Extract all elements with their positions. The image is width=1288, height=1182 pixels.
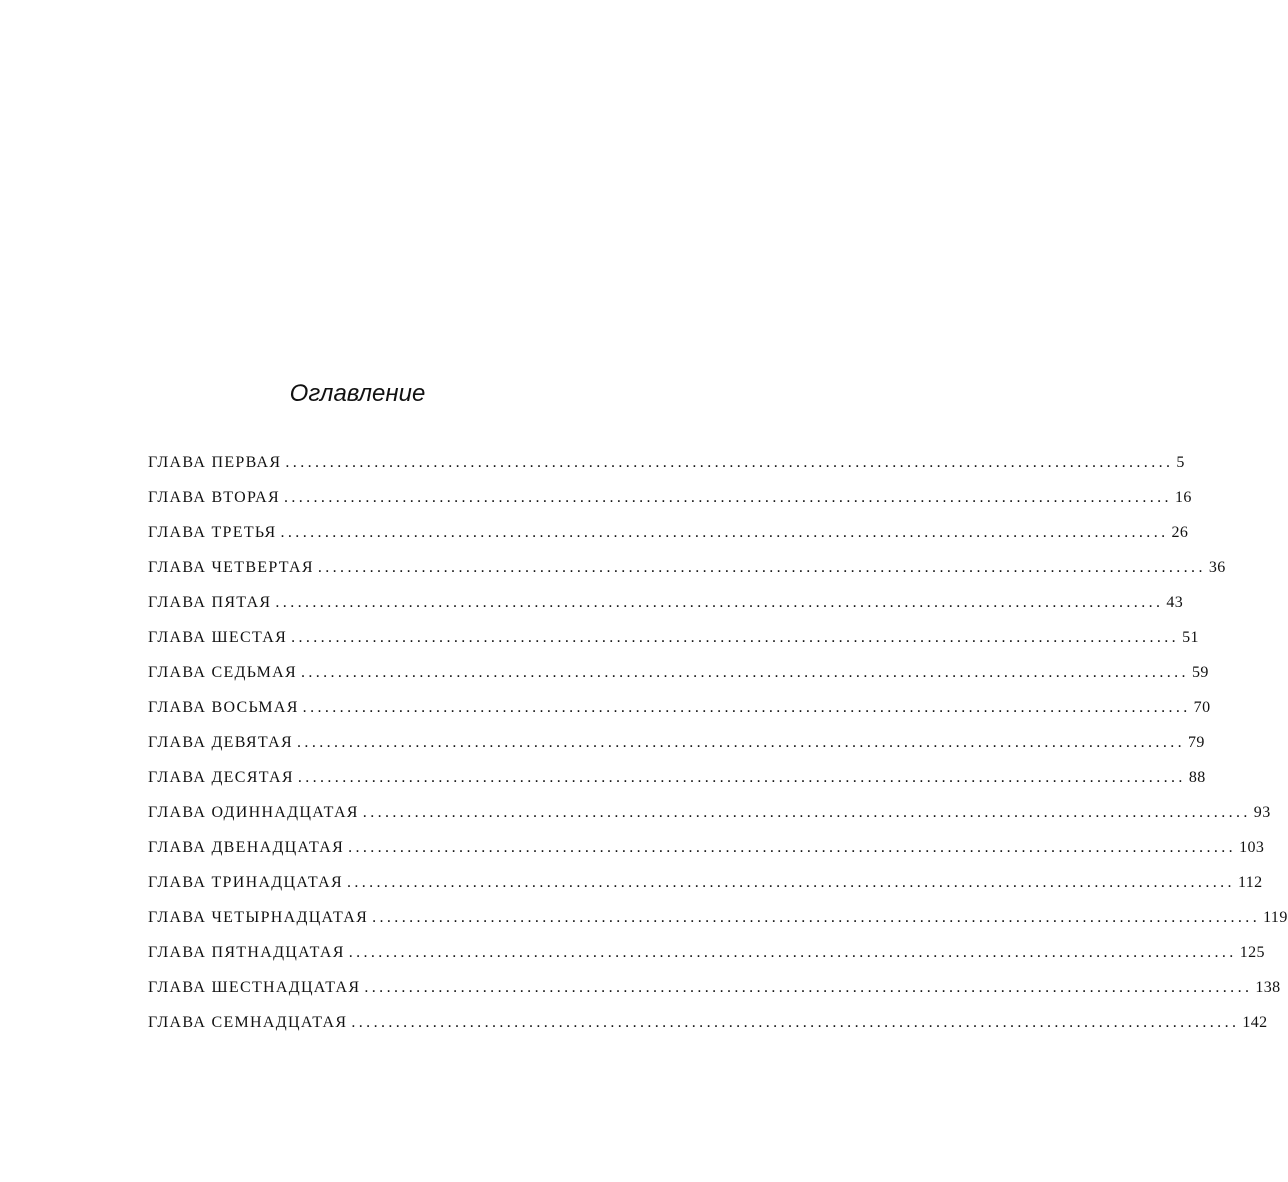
toc-entry-page: 70 bbox=[1193, 699, 1211, 716]
toc-entry-label: ГЛАВА ЧЕТЫРНАДЦАТАЯ bbox=[148, 909, 369, 926]
toc-leader: ........................................................................................................................ bbox=[372, 909, 1261, 926]
toc-leader: ........................................................................................................................ bbox=[300, 664, 1189, 681]
toc-leader: ........................................................................................................................ bbox=[364, 979, 1253, 996]
toc-entry bbox=[148, 904, 1288, 939]
toc-entry bbox=[148, 624, 1199, 659]
toc-entry-page: 16 bbox=[1174, 489, 1192, 506]
toc-entry bbox=[148, 449, 1185, 484]
toc-entry-page: 36 bbox=[1208, 559, 1226, 576]
toc-entry-page: 51 bbox=[1182, 629, 1199, 646]
toc-leader: ........................................................................................................................ bbox=[297, 769, 1186, 786]
toc-entry-page: 79 bbox=[1188, 734, 1205, 751]
toc-entry-page: 26 bbox=[1171, 524, 1189, 541]
toc-leader: ........................................................................................................................ bbox=[348, 839, 1237, 856]
toc-leader: ........................................................................................................................ bbox=[362, 804, 1251, 821]
toc-entry bbox=[148, 589, 1184, 624]
toc-list bbox=[148, 449, 1288, 1044]
toc-entry bbox=[148, 519, 1189, 554]
toc-leader: ........................................................................................................................ bbox=[291, 629, 1180, 646]
toc-entry-label: ГЛАВА ПЯТНАДЦАТАЯ bbox=[148, 944, 345, 961]
toc-entry-page: 103 bbox=[1239, 839, 1265, 856]
toc-leader: ........................................................................................................................ bbox=[302, 699, 1191, 716]
toc-leader: ........................................................................................................................ bbox=[297, 734, 1186, 751]
toc-leader: ........................................................................................................................ bbox=[280, 524, 1169, 541]
toc-entry-page: 59 bbox=[1191, 664, 1209, 681]
toc-entry-page: 138 bbox=[1255, 979, 1281, 996]
toc-leader: ........................................................................................................................ bbox=[317, 559, 1206, 576]
toc-entry bbox=[148, 869, 1263, 904]
toc-entry-label: ГЛАВА ДЕВЯТАЯ bbox=[148, 734, 294, 751]
toc-entry bbox=[148, 1009, 1268, 1044]
toc-entry bbox=[148, 554, 1226, 589]
toc-entry-page: 142 bbox=[1242, 1014, 1268, 1031]
toc-entry-label: ГЛАВА ДВЕНАДЦАТАЯ bbox=[148, 839, 345, 856]
toc-entry-page: 112 bbox=[1237, 874, 1263, 891]
toc-entry-label: ГЛАВА ЧЕТВЕРТАЯ bbox=[148, 559, 314, 576]
toc-entry-label: ГЛАВА ТРИНАДЦАТАЯ bbox=[148, 874, 343, 891]
toc-entry-page: 5 bbox=[1176, 454, 1185, 471]
toc-entry bbox=[148, 834, 1265, 869]
toc-entry-label: ГЛАВА ПЯТАЯ bbox=[148, 594, 272, 611]
toc-entry bbox=[148, 974, 1281, 1009]
toc-entry-label: ГЛАВА ТРЕТЬЯ bbox=[148, 524, 277, 541]
toc-entry-page: 125 bbox=[1239, 944, 1265, 961]
toc-entry bbox=[148, 484, 1192, 519]
toc-entry-label: ГЛАВА СЕДЬМАЯ bbox=[148, 664, 297, 681]
toc-entry-label: ГЛАВА ВОСЬМАЯ bbox=[148, 699, 299, 716]
toc-leader: ........................................................................................................................ bbox=[283, 489, 1172, 506]
toc-entry-label: ГЛАВА ДЕСЯТАЯ bbox=[148, 769, 294, 786]
toc-leader: ........................................................................................................................ bbox=[285, 454, 1174, 471]
toc-entry-label: ГЛАВА СЕМНАДЦАТАЯ bbox=[148, 1014, 348, 1031]
toc-entry bbox=[148, 729, 1205, 764]
toc-entry bbox=[148, 694, 1211, 729]
toc-entry-label: ГЛАВА ОДИННАДЦАТАЯ bbox=[148, 804, 359, 821]
toc-leader: ........................................................................................................................ bbox=[275, 594, 1164, 611]
toc-title: Оглавление bbox=[289, 380, 426, 407]
toc-leader: ........................................................................................................................ bbox=[351, 1014, 1240, 1031]
toc-entry-page: 119 bbox=[1263, 909, 1288, 926]
toc-leader: ........................................................................................................................ bbox=[346, 874, 1235, 891]
toc-entry-label: ГЛАВА ВТОРАЯ bbox=[148, 489, 280, 506]
toc-entry-label: ГЛАВА ШЕСТНАДЦАТАЯ bbox=[148, 979, 361, 996]
toc-entry-label: ГЛАВА ШЕСТАЯ bbox=[148, 629, 288, 646]
toc-entry bbox=[148, 799, 1271, 834]
toc-entry bbox=[148, 659, 1209, 694]
toc-entry-label: ГЛАВА ПЕРВАЯ bbox=[148, 454, 282, 471]
toc-entry bbox=[148, 764, 1206, 799]
toc-entry bbox=[148, 939, 1265, 974]
toc-entry-page: 88 bbox=[1188, 769, 1206, 786]
toc-entry-page: 93 bbox=[1253, 804, 1271, 821]
toc-entry-page: 43 bbox=[1166, 594, 1184, 611]
toc-leader: ........................................................................................................................ bbox=[348, 944, 1237, 961]
